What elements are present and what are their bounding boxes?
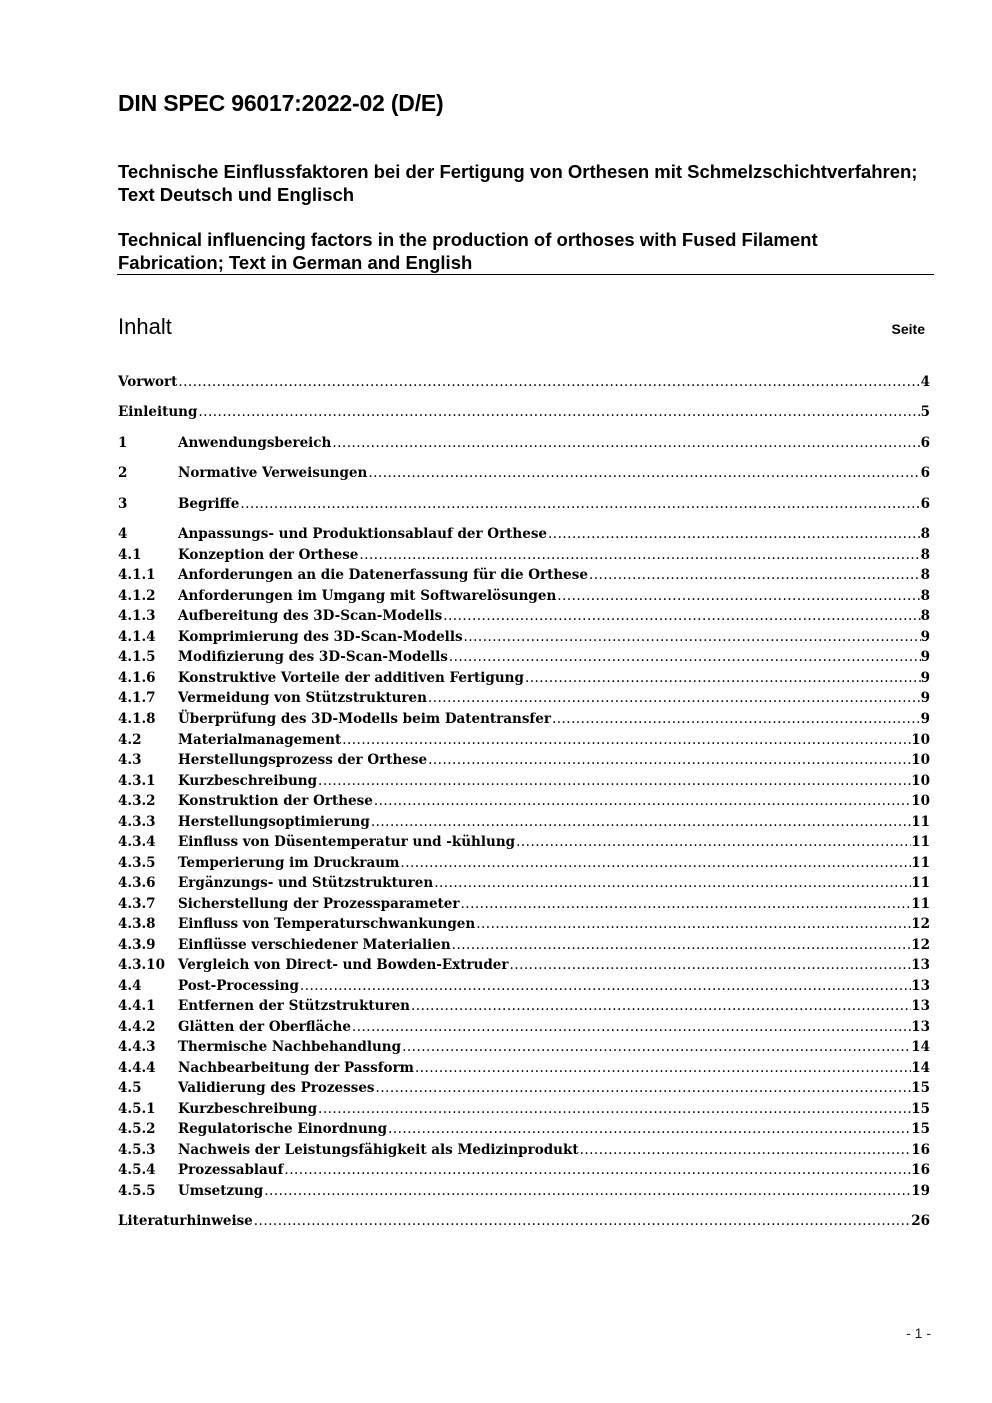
toc-entry-page: 13	[911, 1019, 930, 1035]
toc-entry-title: Anpassungs- und Produktionsablauf der Orthese	[178, 526, 548, 542]
toc-dot-leader	[411, 996, 911, 1016]
toc-dot-leader	[376, 1078, 912, 1098]
toc-entry-page: 10	[911, 773, 930, 789]
toc-dot-leader	[428, 750, 911, 770]
toc-entry[interactable]	[118, 709, 930, 729]
toc-entry-number: 4.3.5	[118, 855, 156, 871]
toc-entry[interactable]	[118, 1037, 930, 1057]
toc-entry-title: Ergänzungs- und Stützstrukturen	[178, 875, 434, 891]
toc-entry-number: 4	[118, 526, 128, 542]
toc-entry-page: 13	[911, 998, 930, 1014]
toc-dot-leader	[368, 463, 920, 483]
toc-entry-number: 4.1.2	[118, 588, 156, 604]
toc-entry-title: Konstruktive Vorteile der additiven Fertigung	[178, 670, 524, 686]
toc-entry-page: 8	[920, 547, 930, 563]
toc-entry-number: 4.3.8	[118, 916, 156, 932]
toc-entry-title: Anforderungen an die Datenerfassung für die Orthese	[178, 567, 588, 583]
toc-entry-title: Überprüfung des 3D-Modells beim Datentransfer	[178, 711, 551, 727]
toc-entry-page: 15	[911, 1121, 930, 1137]
toc-entry[interactable]	[118, 627, 930, 647]
toc-dot-leader	[254, 1211, 911, 1231]
toc-dot-leader	[510, 955, 912, 975]
toc-entry-title: Kurzbeschreibung	[178, 773, 318, 789]
toc-entry-number: 4.4.1	[118, 998, 156, 1014]
toc-entry-page: 26	[911, 1213, 930, 1229]
toc-entry-number: 4.1.5	[118, 649, 156, 665]
toc-entry[interactable]	[118, 1211, 930, 1231]
toc-entry-title: Konzeption der Orthese	[178, 547, 359, 563]
toc-entry[interactable]	[118, 647, 930, 667]
toc-entry[interactable]	[118, 955, 930, 975]
toc-entry-number: 4.3.4	[118, 834, 156, 850]
toc-entry-number: 1	[118, 435, 128, 451]
toc-entry[interactable]	[118, 935, 930, 955]
subtitle-english: Technical influencing factors in the production of orthoses with Fused Filament Fabrication; Text in German and English	[118, 229, 818, 273]
toc-entry[interactable]	[118, 771, 930, 791]
toc-entry-number: 4.3	[118, 752, 142, 768]
toc-entry-number: 4.1.6	[118, 670, 156, 686]
toc-entry-page: 10	[911, 752, 930, 768]
toc-entry-page: 10	[911, 793, 930, 809]
toc-entry-title: Regulatorische Einordnung	[178, 1121, 388, 1137]
toc-entry[interactable]	[118, 976, 930, 996]
toc-entry-title: Umsetzung	[178, 1183, 264, 1199]
toc-entry[interactable]	[118, 853, 930, 873]
toc-entry-title: Materialmanagement	[178, 732, 342, 748]
toc-entry-page: 11	[911, 814, 930, 830]
toc-entry[interactable]	[118, 894, 930, 914]
toc-entry-page: 9	[920, 670, 930, 686]
toc-entry-title: Modifizierung des 3D-Scan-Modells	[178, 649, 448, 665]
toc-entry[interactable]	[118, 606, 930, 626]
toc-entry-number: 3	[118, 496, 128, 512]
toc-entry-page: 9	[920, 711, 930, 727]
toc-entry-page: 16	[911, 1162, 930, 1178]
toc-entry-page: 14	[911, 1060, 930, 1076]
toc-entry-number: 4.4.4	[118, 1060, 156, 1076]
toc-entry-title: Begriffe	[178, 496, 240, 512]
toc-entry-title: Vergleich von Direct- und Bowden-Extruder	[178, 957, 509, 973]
toc-entry-page: 4	[920, 374, 930, 390]
toc-dot-leader	[476, 914, 911, 934]
toc-entry-title: Komprimierung des 3D-Scan-Modells	[178, 629, 463, 645]
toc-entry-title: Entfernen der Stützstrukturen	[178, 998, 410, 1014]
toc-entry-number: 4.1.4	[118, 629, 156, 645]
toc-entry-title: Literaturhinweise	[118, 1213, 253, 1229]
toc-entry-title: Einfluss von Temperaturschwankungen	[178, 916, 476, 932]
toc-entry[interactable]	[118, 402, 930, 422]
toc-entry-page: 15	[911, 1101, 930, 1117]
toc-entry-page: 8	[920, 588, 930, 604]
toc-entry[interactable]	[118, 433, 930, 453]
toc-entry-title: Anforderungen im Umgang mit Softwarelösungen	[178, 588, 557, 604]
toc-entry[interactable]	[118, 1119, 930, 1139]
toc-dot-leader	[449, 647, 921, 667]
toc-entry-page: 13	[911, 978, 930, 994]
toc-dot-leader	[240, 494, 920, 514]
toc-entry-title: Temperierung im Druckraum	[178, 855, 400, 871]
toc-entry-page: 8	[920, 526, 930, 542]
toc-entry-number: 4.1.7	[118, 690, 156, 706]
toc-dot-leader	[415, 1058, 911, 1078]
toc-entry[interactable]	[118, 1078, 930, 1098]
toc-dot-leader	[359, 545, 920, 565]
toc-entry-number: 4.1.8	[118, 711, 156, 727]
toc-dot-leader	[525, 668, 921, 688]
toc-entry-number: 4.3.1	[118, 773, 156, 789]
toc-dot-leader	[371, 812, 911, 832]
toc-entry-title: Validierung des Prozesses	[178, 1080, 375, 1096]
toc-entry-number: 4.5	[118, 1080, 142, 1096]
toc-entry-page: 15	[911, 1080, 930, 1096]
toc-dot-leader	[557, 586, 920, 606]
title-divider	[117, 274, 934, 275]
toc-entry-page: 6	[920, 465, 930, 481]
toc-entry-title: Thermische Nachbehandlung	[178, 1039, 402, 1055]
toc-dot-leader	[434, 873, 911, 893]
toc-page-column-label: Seite	[891, 321, 925, 337]
toc-entry[interactable]	[118, 565, 930, 585]
toc-entry[interactable]	[118, 1160, 930, 1180]
toc-dot-leader	[443, 606, 920, 626]
toc-entry-number: 4.4.2	[118, 1019, 156, 1035]
subtitle-german: Technische Einflussfaktoren bei der Fertigung von Orthesen mit Schmelzschichtverfahren; Text Deutsch und Englisch	[118, 161, 918, 205]
toc-entry-title: Sicherstellung der Prozessparameter	[178, 896, 460, 912]
toc-entry-page: 8	[920, 567, 930, 583]
toc-entry[interactable]	[118, 1058, 930, 1078]
toc-dot-leader	[548, 524, 921, 544]
toc-entry-number: 4.5.5	[118, 1183, 156, 1199]
toc-entry[interactable]	[118, 1017, 930, 1037]
toc-entry[interactable]	[118, 372, 930, 392]
toc-entry[interactable]	[118, 750, 930, 770]
toc-entry-page: 11	[911, 855, 930, 871]
toc-entry-title: Post-Processing	[178, 978, 299, 994]
toc-entry[interactable]	[118, 996, 930, 1016]
toc-dot-leader	[461, 894, 912, 914]
toc-dot-leader	[452, 935, 912, 955]
toc-entry[interactable]	[118, 832, 930, 852]
toc-entry-title: Konstruktion der Orthese	[178, 793, 373, 809]
toc-entry-title: Anwendungsbereich	[178, 435, 332, 451]
toc-entry[interactable]	[118, 914, 930, 934]
toc-entry-title: Kurzbeschreibung	[178, 1101, 318, 1117]
toc-entry[interactable]	[118, 463, 930, 483]
toc-entry-title: Vorwort	[118, 374, 178, 390]
toc-entry-number: 4.4	[118, 978, 142, 994]
toc-dot-leader	[464, 627, 921, 647]
toc-entry-title: Nachweis der Leistungsfähigkeit als Medizinprodukt	[178, 1142, 579, 1158]
toc-entry[interactable]	[118, 791, 930, 811]
toc-entry[interactable]	[118, 730, 930, 750]
toc-entry-title: Normative Verweisungen	[178, 465, 368, 481]
toc-dot-leader	[264, 1181, 911, 1201]
toc-entry-number: 4.1.3	[118, 608, 156, 624]
toc-dot-leader	[428, 688, 921, 708]
toc-entry[interactable]	[118, 1140, 930, 1160]
toc-dot-leader	[374, 791, 911, 811]
page-number: - 1 -	[906, 1325, 931, 1341]
toc-entry-page: 12	[911, 916, 930, 932]
toc-entry[interactable]	[118, 688, 930, 708]
toc-dot-leader	[318, 771, 911, 791]
toc-entry[interactable]	[118, 1099, 930, 1119]
toc-entry-page: 9	[920, 690, 930, 706]
toc-entry-title: Herstellungsoptimierung	[178, 814, 370, 830]
toc-entry-title: Herstellungsprozess der Orthese	[178, 752, 428, 768]
toc-dot-leader	[580, 1140, 912, 1160]
toc-heading: Inhalt	[118, 314, 172, 339]
toc-entry-number: 4.3.2	[118, 793, 156, 809]
toc-entry-number: 4.5.4	[118, 1162, 156, 1178]
toc-entry[interactable]	[118, 812, 930, 832]
toc-dot-leader	[300, 976, 911, 996]
toc-entry-number: 4.5.3	[118, 1142, 156, 1158]
toc-entry-number: 2	[118, 465, 128, 481]
toc-dot-leader	[388, 1119, 911, 1139]
toc-dot-leader	[178, 372, 920, 392]
toc-entry-page: 9	[920, 649, 930, 665]
toc-entry-title: Einfluss von Düsentemperatur und -kühlung	[178, 834, 516, 850]
toc-dot-leader	[552, 709, 921, 729]
toc-entry-page: 6	[920, 496, 930, 512]
toc-entry[interactable]	[118, 873, 930, 893]
toc-entry-number: 4.5.1	[118, 1101, 156, 1117]
toc-entry-number: 4.3.3	[118, 814, 156, 830]
toc-entry-title: Prozessablauf	[178, 1162, 284, 1178]
toc-entry-page: 12	[911, 937, 930, 953]
toc-dot-leader	[332, 433, 920, 453]
toc-entry-number: 4.1.1	[118, 567, 156, 583]
document-title: DIN SPEC 96017:2022-02 (D/E)	[118, 90, 444, 116]
toc-dot-leader	[352, 1017, 911, 1037]
toc-entry-page: 11	[911, 896, 930, 912]
toc-dot-leader	[284, 1160, 911, 1180]
toc-dot-leader	[318, 1099, 911, 1119]
toc-entry-page: 11	[911, 834, 930, 850]
toc-entry-number: 4.2	[118, 732, 142, 748]
toc-entry-page: 5	[920, 404, 930, 420]
toc-entry[interactable]	[118, 545, 930, 565]
toc-entry-page: 14	[911, 1039, 930, 1055]
toc-dot-leader	[342, 730, 911, 750]
toc-entry-number: 4.3.10	[118, 957, 165, 973]
toc-entry-title: Einleitung	[118, 404, 198, 420]
toc-entry-title: Glätten der Oberfläche	[178, 1019, 351, 1035]
toc-entry-page: 11	[911, 875, 930, 891]
toc-entry-page: 16	[911, 1142, 930, 1158]
toc-entry[interactable]	[118, 494, 930, 514]
toc-entry-number: 4.3.6	[118, 875, 156, 891]
toc-entry-page: 13	[911, 957, 930, 973]
toc-dot-leader	[198, 402, 920, 422]
toc-entry-number: 4.4.3	[118, 1039, 156, 1055]
toc-entry-page: 6	[920, 435, 930, 451]
toc-entry[interactable]	[118, 524, 930, 544]
toc-entry-page: 10	[911, 732, 930, 748]
toc-entry-page: 19	[911, 1183, 930, 1199]
toc-dot-leader	[400, 853, 911, 873]
toc-dot-leader	[402, 1037, 911, 1057]
toc-entry-number: 4.1	[118, 547, 142, 563]
toc-entry-title: Aufbereitung des 3D-Scan-Modells	[178, 608, 443, 624]
toc-entry-title: Nachbearbeitung der Passform	[178, 1060, 414, 1076]
toc-entry-number: 4.3.7	[118, 896, 156, 912]
toc-entry-number: 4.3.9	[118, 937, 156, 953]
toc-dot-leader	[589, 565, 921, 585]
toc-entry[interactable]	[118, 1181, 930, 1201]
toc-entry-title: Einflüsse verschiedener Materialien	[178, 937, 451, 953]
toc-entry[interactable]	[118, 586, 930, 606]
toc-entry-page: 8	[920, 608, 930, 624]
toc-entry-title: Vermeidung von Stützstrukturen	[178, 690, 427, 706]
toc-entry-page: 9	[920, 629, 930, 645]
toc-entry-number: 4.5.2	[118, 1121, 156, 1137]
toc-entry[interactable]	[118, 668, 930, 688]
toc-dot-leader	[516, 832, 911, 852]
